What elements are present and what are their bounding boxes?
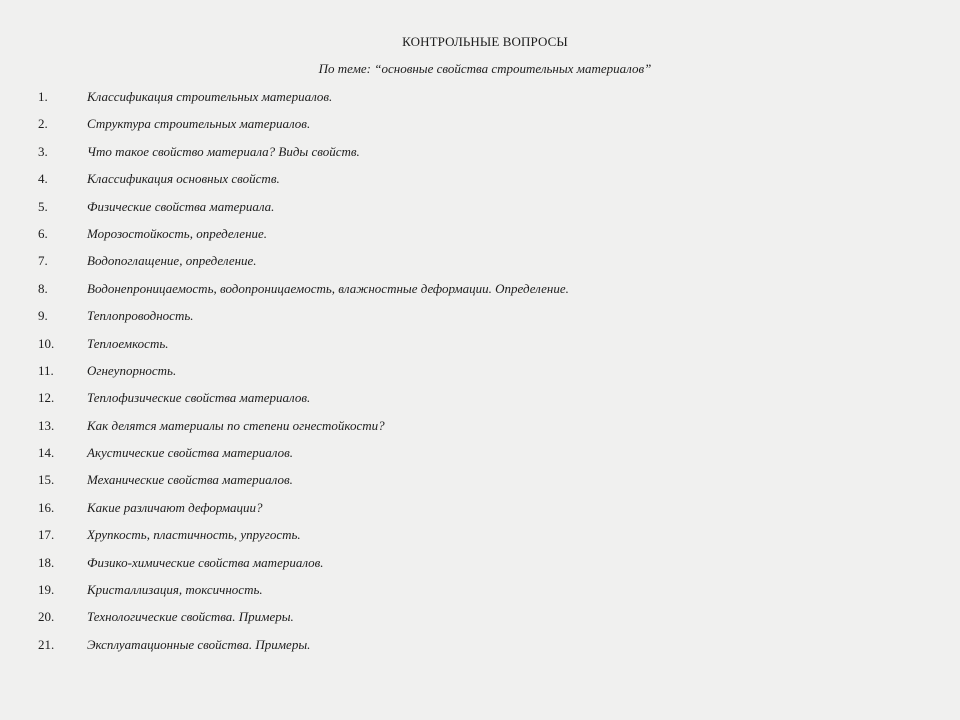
question-number: 10.	[38, 335, 55, 351]
question-text: Хрупкость, пластичность, упругость.	[87, 527, 301, 543]
question-number: 16.	[38, 499, 55, 515]
question-number: 18.	[38, 554, 55, 570]
question-text: Физические свойства материала.	[87, 198, 275, 214]
question-text: Физико-химические свойства материалов.	[87, 554, 324, 570]
question-number: 8.	[38, 280, 48, 296]
question-number: 20.	[38, 609, 55, 625]
question-number: 17.	[38, 527, 55, 543]
list-item	[0, 143, 960, 170]
document-subtitle: По теме: “основные свойства строительных материалов”	[318, 61, 652, 76]
list-item	[0, 115, 960, 142]
question-number: 4.	[38, 171, 48, 187]
question-number: 11.	[38, 362, 54, 378]
question-number: 21.	[38, 636, 55, 652]
list-item	[0, 280, 960, 307]
question-number: 13.	[38, 417, 55, 433]
question-text: Эксплуатационные свойства. Примеры.	[87, 636, 311, 652]
list-item	[0, 636, 960, 663]
list-item	[0, 335, 960, 362]
question-number: 12.	[38, 390, 55, 406]
list-item	[0, 198, 960, 225]
question-number: 19.	[38, 582, 55, 598]
list-item	[0, 389, 960, 416]
list-item	[0, 444, 960, 471]
list-item	[0, 554, 960, 581]
list-item	[0, 581, 960, 608]
question-number: 3.	[38, 143, 48, 159]
list-item	[0, 88, 960, 115]
question-text: Классификация строительных материалов.	[87, 89, 333, 104]
list-item	[0, 526, 960, 553]
question-text: Кристаллизация, токсичность.	[87, 582, 263, 598]
document-title: КОНТРОЛЬНЫЕ ВОПРОСЫ	[402, 34, 568, 49]
question-text: Какие различают деформации?	[87, 499, 263, 515]
question-text: Теплоемкость.	[87, 335, 169, 351]
question-number: 2.	[38, 116, 48, 132]
question-number: 15.	[38, 472, 55, 488]
question-text: Теплопроводность.	[87, 308, 194, 324]
question-number: 9.	[38, 308, 48, 324]
list-item	[0, 225, 960, 252]
question-text: Что такое свойство материала? Виды свойств.	[87, 143, 360, 159]
question-text: Водопоглащение, определение.	[87, 253, 257, 269]
list-item	[0, 471, 960, 498]
list-item	[0, 170, 960, 197]
question-number: 5.	[38, 198, 48, 214]
question-text: Морозостойкость, определение.	[87, 225, 268, 241]
question-text: Акустические свойства материалов.	[87, 445, 294, 461]
question-text: Классификация основных свойств.	[87, 171, 280, 187]
list-item	[0, 417, 960, 444]
list-item	[0, 252, 960, 279]
list-item	[0, 307, 960, 334]
question-number: 1.	[38, 89, 48, 104]
question-text: Как делятся материалы по степени огнестойкости?	[87, 417, 385, 433]
question-text: Технологические свойства. Примеры.	[87, 609, 294, 625]
question-text: Структура строительных материалов.	[87, 116, 311, 132]
question-text: Водонепроницаемость, водопроницаемость, влажностные деформации. Определение.	[87, 280, 569, 296]
question-text: Механические свойства материалов.	[87, 472, 293, 488]
question-number: 7.	[38, 253, 48, 269]
list-item	[0, 362, 960, 389]
question-text: Теплофизические свойства материалов.	[87, 390, 311, 406]
question-number: 14.	[38, 445, 55, 461]
list-item	[0, 608, 960, 635]
list-item	[0, 499, 960, 526]
question-text: Огнеупорность.	[87, 362, 177, 378]
questions-list	[0, 88, 960, 663]
question-number: 6.	[38, 225, 48, 241]
